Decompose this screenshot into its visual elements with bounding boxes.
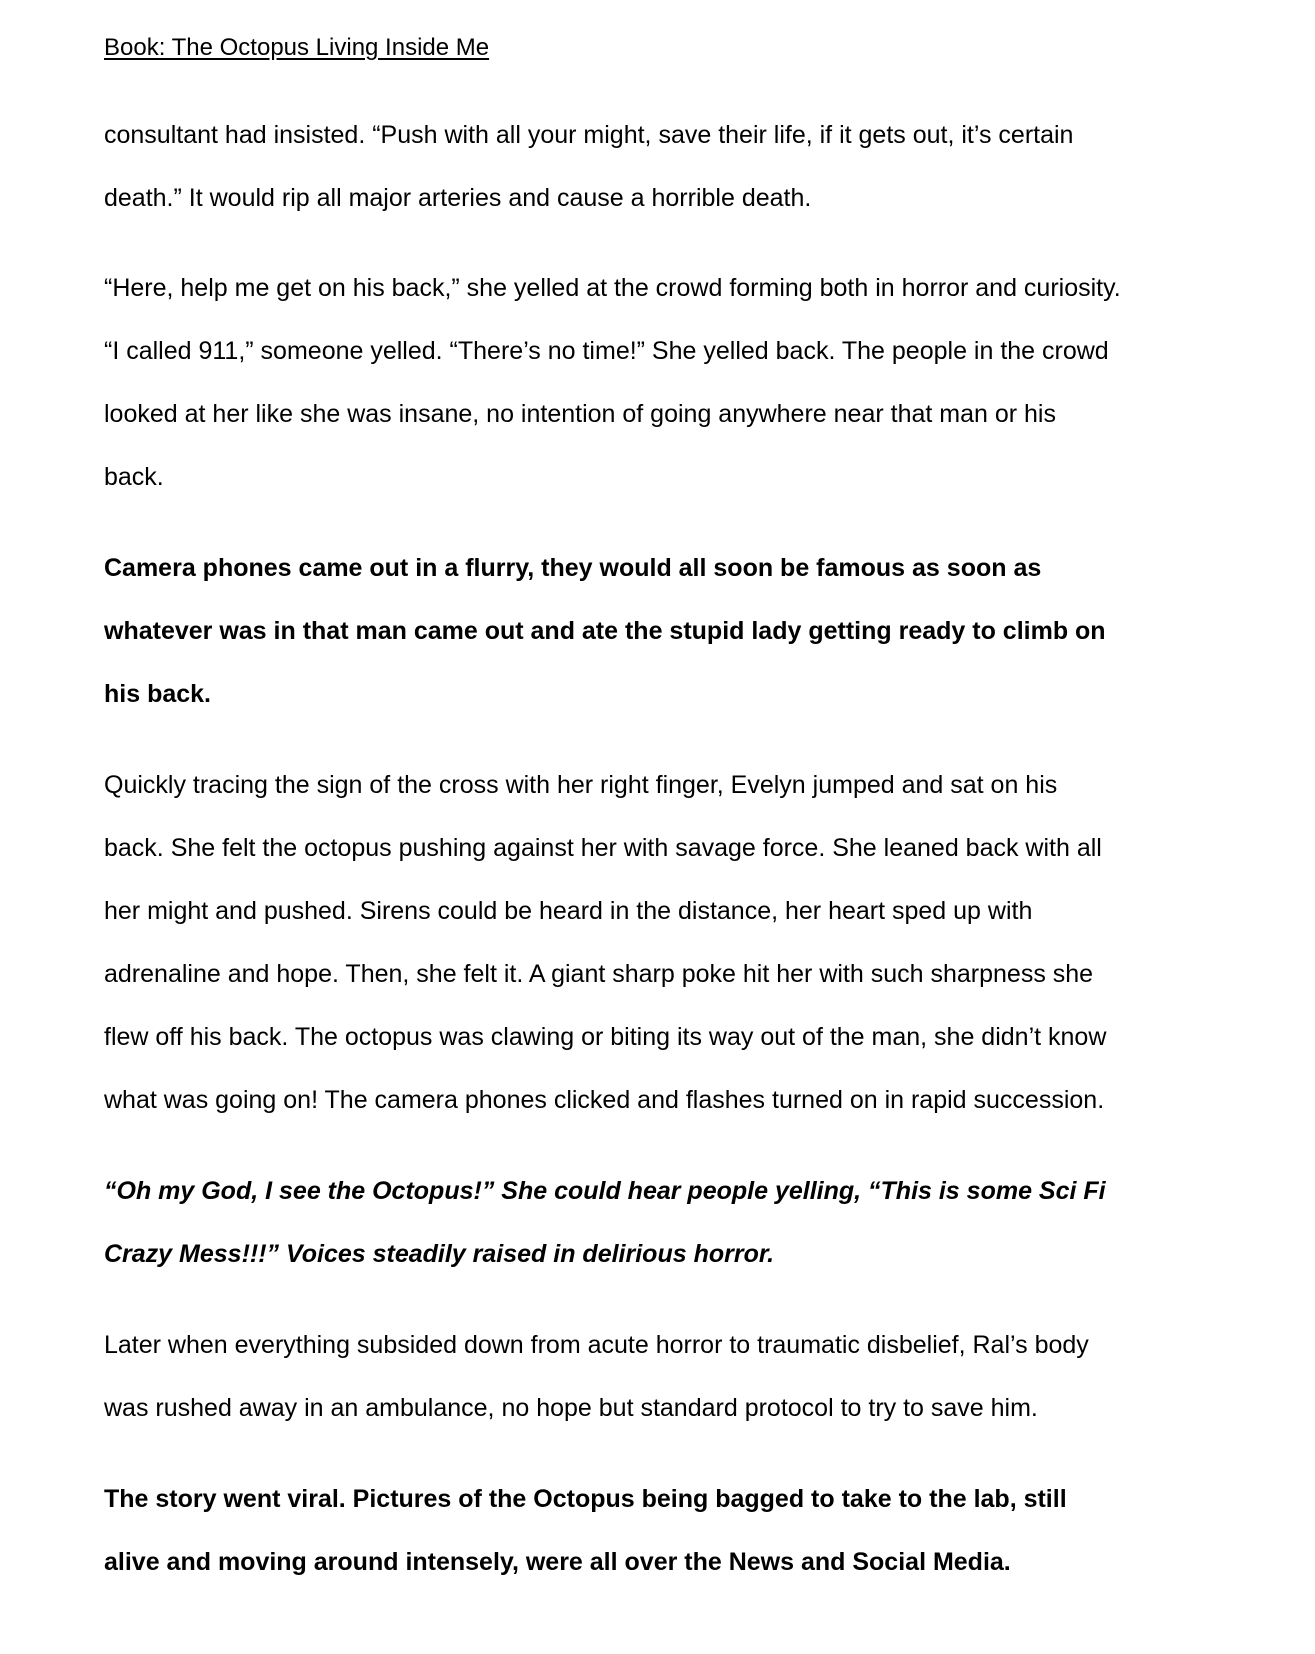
- paragraph: [104, 1314, 1089, 1440]
- bold-italic-paragraph: [104, 1160, 1106, 1286]
- paragraph: [104, 257, 1121, 509]
- text-line: “Oh my God, I see the Octopus!” She could hear people yelling, “This is some Sci Fi: [104, 1177, 1106, 1205]
- text-line: adrenaline and hope. Then, she felt it. A giant sharp poke hit her with such sharpness she: [104, 960, 1094, 988]
- text-line: Quickly tracing the sign of the cross with her right finger, Evelyn jumped and sat on his: [104, 771, 1058, 799]
- text-line: was rushed away in an ambulance, no hope but standard protocol to try to save him.: [104, 1394, 1038, 1422]
- paragraph: [104, 754, 1106, 1132]
- book-title-header: Book: The Octopus Living Inside Me: [104, 34, 490, 61]
- text-line: death.” It would rip all major arteries and cause a horrible death.: [104, 184, 812, 212]
- text-line: back.: [104, 463, 164, 491]
- text-line: Later when everything subsided down from acute horror to traumatic disbelief, Ral’s body: [104, 1331, 1089, 1359]
- bold-paragraph: [104, 537, 1106, 726]
- text-line: back. She felt the octopus pushing against her with savage force. She leaned back with all: [104, 834, 1102, 862]
- text-line: her might and pushed. Sirens could be heard in the distance, her heart sped up with: [104, 897, 1033, 925]
- text-line: his back.: [104, 680, 211, 708]
- text-line: The story went viral. Pictures of the Octopus being bagged to take to the lab, still: [104, 1485, 1067, 1513]
- text-line: looked at her like she was insane, no intention of going anywhere near that man or his: [104, 400, 1056, 428]
- text-line: alive and moving around intensely, were all over the News and Social Media.: [104, 1548, 1011, 1576]
- text-line: Crazy Mess!!!” Voices steadily raised in delirious horror.: [104, 1240, 775, 1268]
- text-line: whatever was in that man came out and ate the stupid lady getting ready to climb on: [104, 617, 1106, 645]
- bold-paragraph: [104, 1468, 1067, 1594]
- text-line: what was going on! The camera phones clicked and flashes turned on in rapid succession.: [104, 1086, 1105, 1114]
- text-line: “Here, help me get on his back,” she yelled at the crowd forming both in horror and curiosity.: [104, 274, 1121, 302]
- text-line: consultant had insisted. “Push with all your might, save their life, if it gets out, it’s certain: [104, 121, 1074, 149]
- text-line: “I called 911,” someone yelled. “There’s no time!” She yelled back. The people in the crowd: [104, 337, 1109, 365]
- text-line: Camera phones came out in a flurry, they would all soon be famous as soon as: [104, 554, 1042, 582]
- text-line: flew off his back. The octopus was clawing or biting its way out of the man, she didn’t know: [104, 1023, 1107, 1051]
- paragraph: [104, 104, 1073, 230]
